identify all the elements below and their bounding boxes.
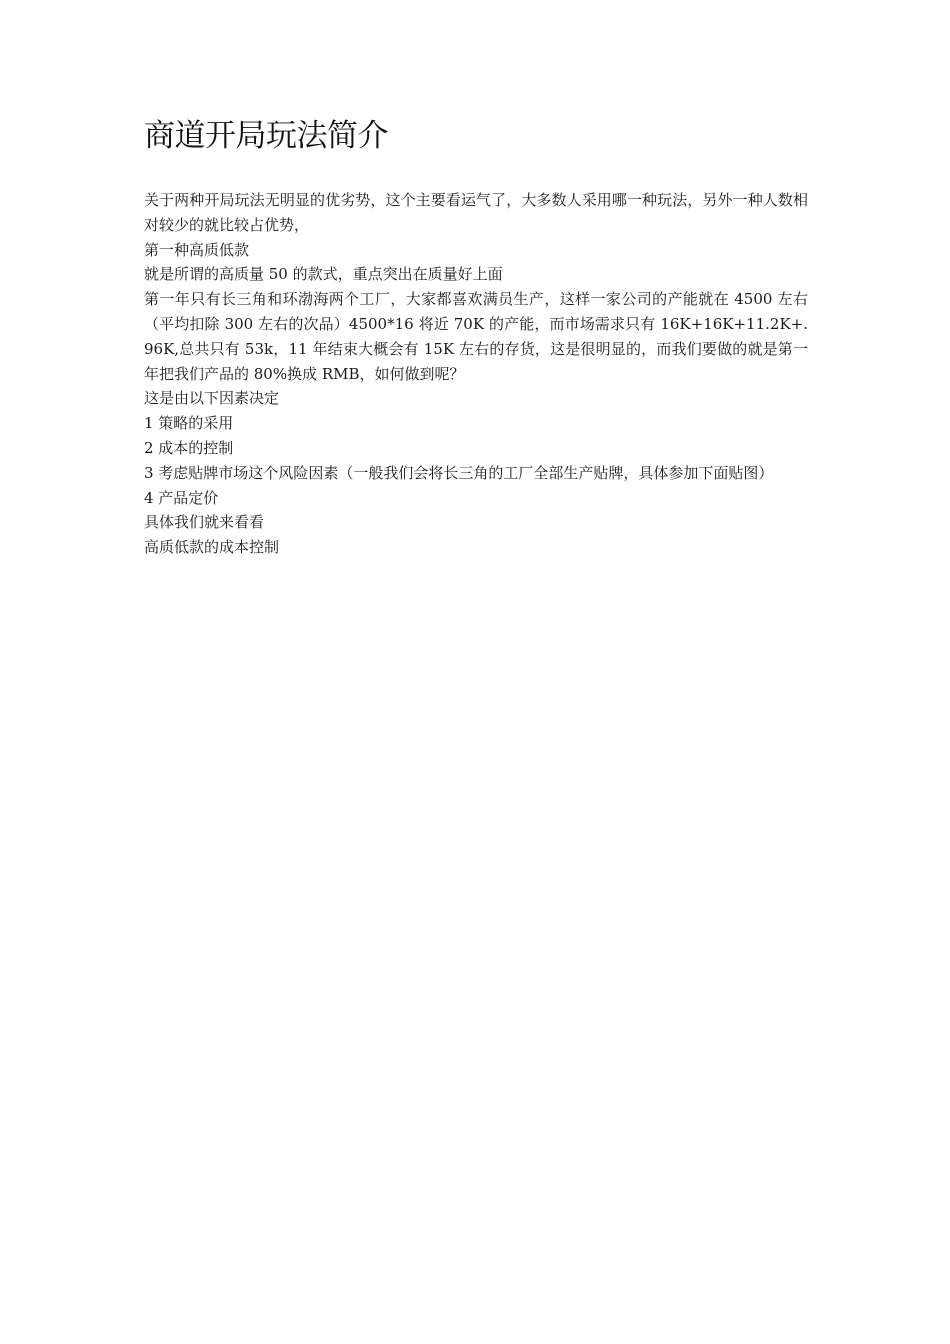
paragraph-option-desc: 就是所谓的高质量 50 的款式，重点突出在质量好上面 [144, 265, 503, 284]
paragraph-option-heading: 第一种高质低款 [144, 240, 250, 259]
document-body [144, 112, 808, 560]
list-item-cost: 2 成本的控制 [144, 438, 234, 457]
document-title: 商道开局玩法简介 [144, 118, 388, 154]
list-item-oem-risk: 3 考虑贴牌市场这个风险因素（一般我们会将长三角的工厂全部生产贴牌，具体参加下面贴图） [144, 463, 774, 482]
paragraph-section-heading: 高质低款的成本控制 [144, 538, 280, 557]
list-item-pricing: 4 产品定价 [144, 488, 219, 507]
list-item-strategy: 1 策略的采用 [144, 414, 234, 433]
paragraph-factors-intro: 这是由以下因素决定 [144, 389, 280, 408]
paragraph-lets-see: 具体我们就来看看 [144, 513, 265, 532]
paragraph-intro: 关于两种开局玩法无明显的优劣势，这个主要看运气了，大多数人采用哪一种玩法，另外一种人数相对较少的就比较占优势， [144, 191, 808, 234]
paragraph-analysis: 第一年只有长三角和环渤海两个工厂，大家都喜欢满员生产，这样一家公司的产能就在 4500 左右（平均扣除 300 左右的次品）4500*16 将近 70K 的产能，而市场需求只有 16K+16K+11.2K+.96K,总共只有 53k，11 年结束大概会有 15K 左右的存货，这是很明显的，而我们要做的就是第一年把我们产品的 80%换成 RMB，如何做到呢？ [144, 290, 808, 383]
